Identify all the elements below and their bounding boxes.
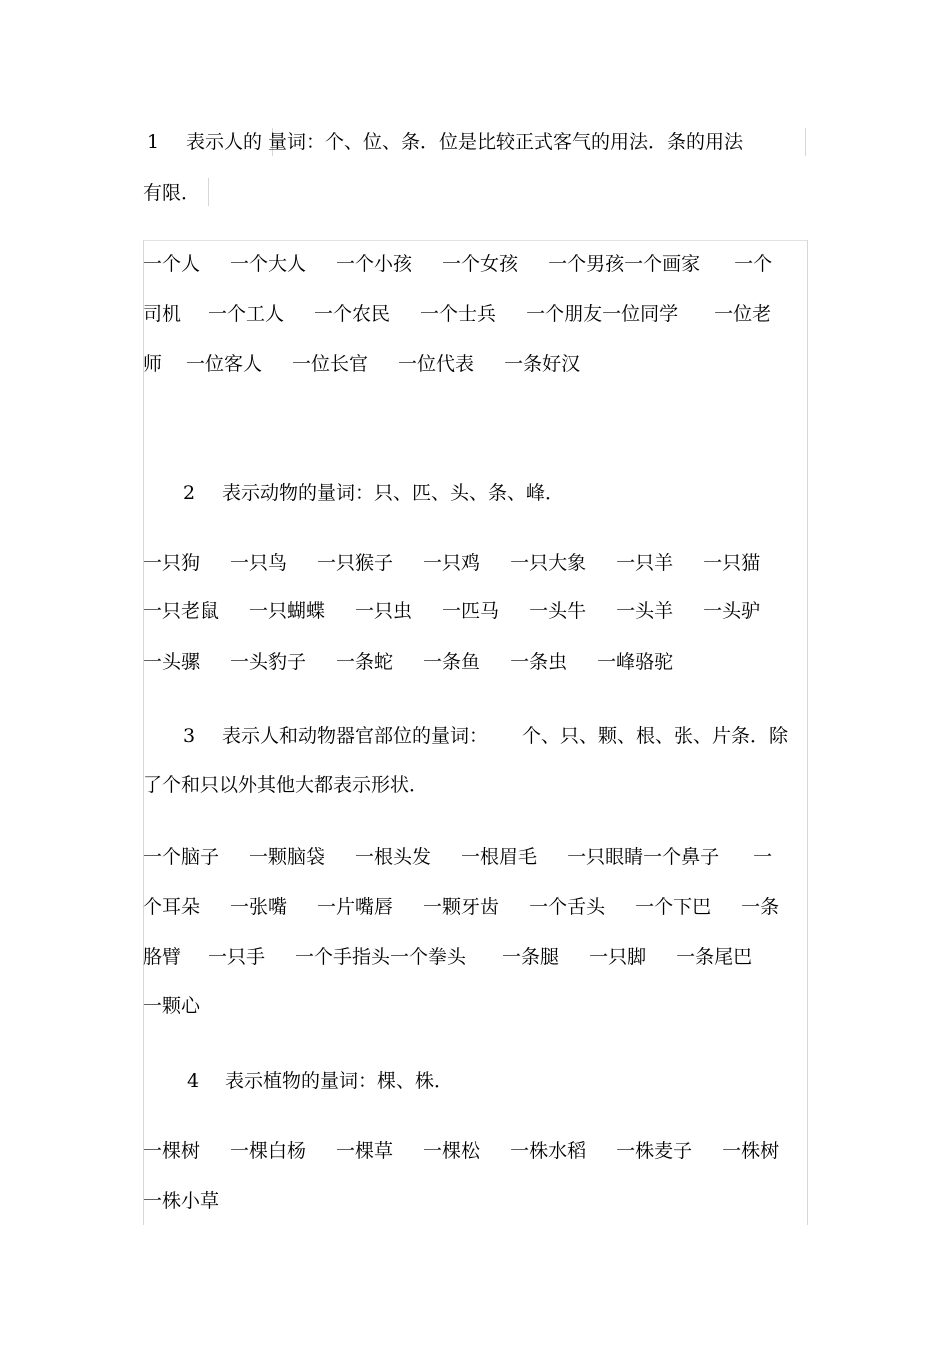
example-word: 一只羊 xyxy=(616,552,674,574)
example-word: 一个士兵 xyxy=(420,303,497,325)
example-word: 一头豹子 xyxy=(230,651,307,673)
section-heading-cont: 了个和只以外其他大都表示形状． xyxy=(143,774,429,796)
example-line xyxy=(143,945,752,969)
example-word: 一个脑子 xyxy=(143,846,220,868)
section-number: 4 xyxy=(187,1070,200,1092)
example-line xyxy=(143,994,200,1018)
section-number: 3 xyxy=(183,725,196,747)
example-word: 一头骡 xyxy=(143,651,201,673)
example-word: 一只虫 xyxy=(355,600,413,622)
example-word: 一只鸡 xyxy=(423,552,481,574)
example-word: 一个人 xyxy=(143,253,201,275)
example-word: 一条腿 xyxy=(502,946,560,968)
example-word: 一只狗 xyxy=(143,552,201,574)
example-word: 一颗心 xyxy=(143,995,201,1017)
example-word: 一 xyxy=(753,846,773,868)
example-word: 一棵白杨 xyxy=(230,1140,307,1162)
example-word: 一只眼睛一个鼻子 xyxy=(567,846,720,868)
example-word: 一个男孩一个画家 xyxy=(548,253,701,275)
example-word: 一位代表 xyxy=(398,353,475,375)
section-heading: 表示动物的量词：只、匹、头、条、峰． xyxy=(222,482,565,504)
section-heading-cont: 个、只、颗、根、张、片条．除 xyxy=(522,725,789,747)
example-word: 一只脚 xyxy=(589,946,647,968)
example-word: 一根头发 xyxy=(355,846,432,868)
example-word: 一棵草 xyxy=(336,1140,394,1162)
example-word: 一颗牙齿 xyxy=(423,896,500,918)
example-word: 一颗脑袋 xyxy=(249,846,326,868)
example-line xyxy=(143,895,779,919)
example-line xyxy=(143,302,771,326)
example-word: 一个农民 xyxy=(314,303,391,325)
frame-rule-left xyxy=(143,240,144,1225)
example-word: 个耳朵 xyxy=(143,896,201,918)
frame-rule-short xyxy=(208,178,209,206)
example-word: 一个工人 xyxy=(208,303,285,325)
example-word: 一个大人 xyxy=(230,253,307,275)
frame-rule-top-right xyxy=(805,128,806,156)
example-word: 一条虫 xyxy=(510,651,568,673)
example-word: 一头驴 xyxy=(703,600,761,622)
example-line xyxy=(143,551,760,575)
example-word: 一株树 xyxy=(722,1140,780,1162)
section-heading: 表示人和动物器官部位的量词： xyxy=(222,725,489,747)
example-word: 一头羊 xyxy=(616,600,674,622)
section-number: 1 xyxy=(147,131,160,153)
frame-rule-right xyxy=(807,240,808,1225)
example-word: 一株麦子 xyxy=(616,1140,693,1162)
example-word: 胳臂 xyxy=(143,946,182,968)
example-word: 一条尾巴 xyxy=(676,946,753,968)
example-word: 一片嘴唇 xyxy=(317,896,394,918)
example-word: 司机 xyxy=(143,303,182,325)
example-word: 一只手 xyxy=(208,946,266,968)
example-word: 一个下巴 xyxy=(635,896,712,918)
example-word: 一位长官 xyxy=(292,353,369,375)
example-word: 一峰骆驼 xyxy=(597,651,674,673)
example-word: 师 xyxy=(143,353,163,375)
example-word: 一条鱼 xyxy=(423,651,481,673)
example-word: 一棵松 xyxy=(423,1140,481,1162)
example-word: 一根眉毛 xyxy=(461,846,538,868)
example-line xyxy=(143,845,772,869)
example-line xyxy=(143,1139,779,1163)
example-word: 一张嘴 xyxy=(230,896,288,918)
example-word: 一条 xyxy=(741,896,780,918)
example-word: 一位客人 xyxy=(186,353,263,375)
example-word: 一只老鼠 xyxy=(143,600,220,622)
example-word: 一棵树 xyxy=(143,1140,201,1162)
example-line xyxy=(143,252,772,276)
example-word: 一条蛇 xyxy=(336,651,394,673)
example-line xyxy=(143,1189,219,1213)
section-number: 2 xyxy=(183,482,196,504)
section-heading: 表示植物的量词：棵、株． xyxy=(225,1070,454,1092)
example-word: 一个手指头一个拳头 xyxy=(295,946,467,968)
example-word: 一只猴子 xyxy=(317,552,394,574)
section-heading-cont: 有限． xyxy=(143,182,201,204)
example-word: 一只猫 xyxy=(703,552,761,574)
example-word: 一个朋友一位同学 xyxy=(526,303,679,325)
frame-rule-horizontal xyxy=(143,240,808,241)
example-word: 一位老 xyxy=(714,303,772,325)
example-line xyxy=(143,352,580,376)
example-word: 一个女孩 xyxy=(442,253,519,275)
example-word: 一条好汉 xyxy=(504,353,581,375)
example-line xyxy=(143,650,673,674)
example-word: 一个舌头 xyxy=(529,896,606,918)
example-word: 一只鸟 xyxy=(230,552,288,574)
example-word: 一株小草 xyxy=(143,1190,220,1212)
example-word: 一株水稻 xyxy=(510,1140,587,1162)
example-word: 一个小孩 xyxy=(336,253,413,275)
example-word: 一匹马 xyxy=(442,600,500,622)
example-word: 一只蝴蝶 xyxy=(249,600,326,622)
example-word: 一头牛 xyxy=(529,600,587,622)
example-word: 一只大象 xyxy=(510,552,587,574)
example-line xyxy=(143,599,760,623)
example-word: 一个 xyxy=(734,253,773,275)
section-heading: 表示人的 量词：个、位、条．位是比较正式客气的用法．条的用法 xyxy=(186,131,744,153)
